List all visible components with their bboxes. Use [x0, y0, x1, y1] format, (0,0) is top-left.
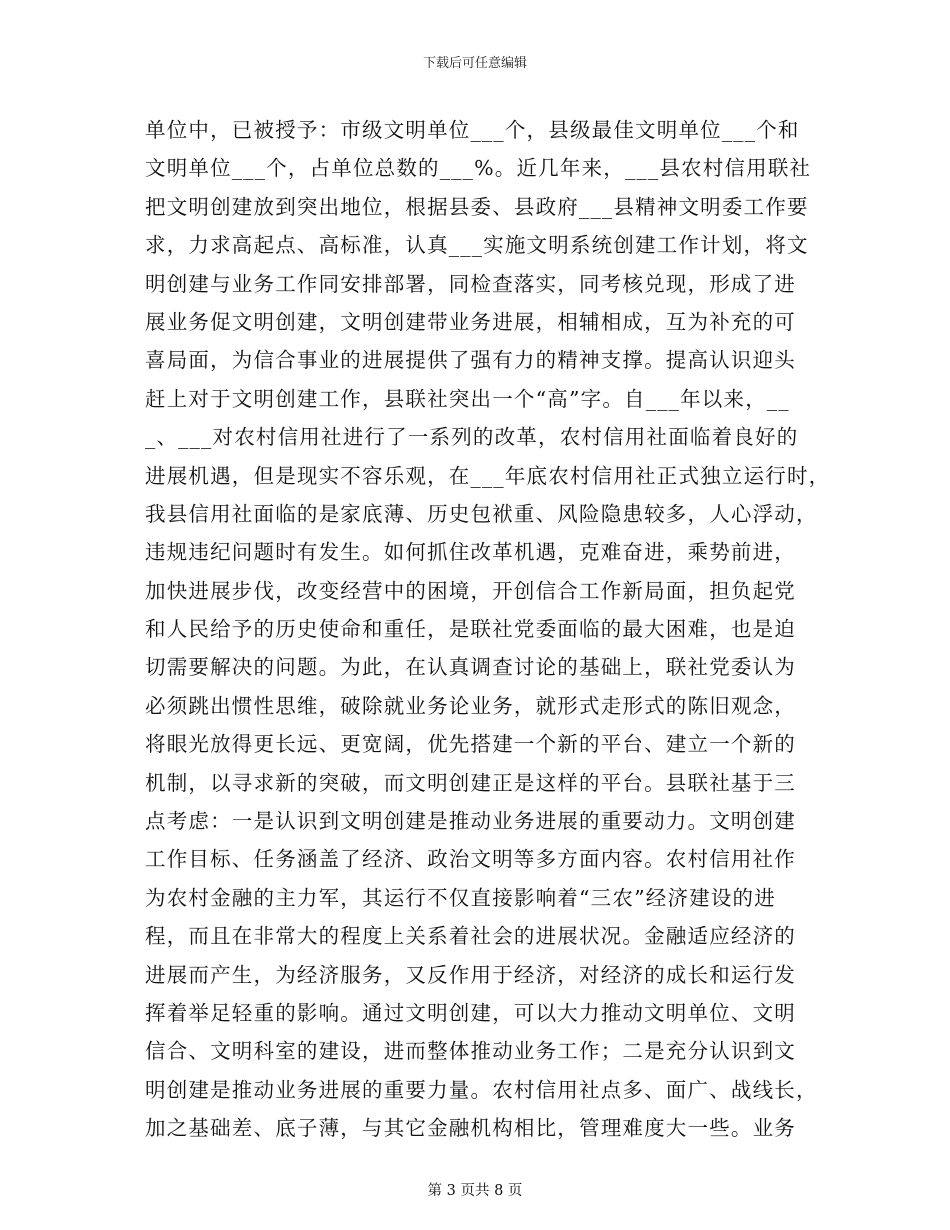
text-line: 明创建与业务工作同安排部署，同检查落实，同考核兑现，形成了进 — [145, 271, 796, 296]
text-line: 加快进展步伐，改变经营中的困境，开创信合工作新局面，担负起党 — [145, 578, 796, 603]
text-line: 文明单位___个，占单位总数的___%。近几年来，___县农村信用联社 — [145, 156, 812, 181]
page-footer: 第 3 页共 8 页 — [427, 1183, 523, 1199]
text-line: 挥着举足轻重的影响。通过文明创建，可以大力推动文明单位、文明 — [145, 1000, 796, 1025]
text-line: 和人民给予的历史使命和重任，是联社党委面临的最大困难，也是迫 — [145, 617, 796, 642]
text-line: 违规违纪问题时有发生。如何抓住改革机遇，克难奋进，乘势前进， — [145, 540, 796, 565]
text-line: 求，力求高起点、高标准，认真___实施文明系统创建工作计划，将文 — [145, 233, 809, 258]
text-line: 必须跳出惯性思维，破除就业务论业务，就形式走形式的陈旧观念， — [145, 693, 796, 718]
text-line: 将眼光放得更长远、更宽阔，优先搭建一个新的平台、建立一个新的 — [145, 732, 796, 757]
text-line: 我县信用社面临的是家底薄、历史包袱重、风险隐患较多，人心浮动， — [145, 501, 818, 526]
page-header: 下载后可任意编辑 — [422, 56, 527, 71]
text-line: 进展机遇，但是现实不容乐观，在___年底农村信用社正式独立运行时， — [145, 463, 831, 488]
text-line: 把文明创建放到突出地位，根据县委、县政府___县精神文明委工作要 — [145, 194, 809, 219]
text-line: 展业务促文明创建，文明创建带业务进展，相辅相成，互为补充的可 — [145, 309, 796, 334]
text-line: 为农村金融的主力军，其运行不仅直接影响着“三农”经济建设的进 — [145, 885, 776, 910]
text-line: 工作目标、任务涵盖了经济、政治文明等多方面内容。农村信用社作 — [145, 847, 796, 872]
text-line: 喜局面，为信合事业的进展提供了强有力的精神支撑。提高认识迎头 — [145, 348, 796, 373]
text-line: 进展而产生，为经济服务，又反作用于经济，对经济的成长和运行发 — [145, 962, 796, 987]
text-line: 赶上对于文明创建工作，县联社突出一个“高”字。自___年以来，__ — [145, 386, 790, 411]
text-line: 加之基础差、底子薄，与其它金融机构相比，管理难度大一些。业务 — [145, 1116, 796, 1141]
text-line: 机制，以寻求新的突破，而文明创建正是这样的平台。县联社基于三 — [145, 770, 796, 795]
text-line: 信合、文明科室的建设，进而整体推动业务工作；二是充分认识到文 — [145, 1039, 796, 1064]
document-body — [145, 111, 831, 1148]
text-line: 单位中，已被授予：市级文明单位___个，县级最佳文明单位___个和 — [145, 118, 800, 142]
text-line: 程，而且在非常大的程度上关系着社会的进展状况。金融适应经济的 — [145, 924, 796, 949]
text-line: 明创建是推动业务进展的重要力量。农村信用社点多、面广、战线长， — [145, 1077, 818, 1102]
text-line: 切需要解决的问题。为此，在认真调查讨论的基础上，联社党委认为 — [145, 655, 796, 680]
text-line: 点考虑：一是认识到文明创建是推动业务进展的重要动力。文明创建 — [145, 809, 796, 834]
text-line: _、___对农村信用社进行了一系列的改革，农村信用社面临着良好的 — [145, 425, 799, 450]
